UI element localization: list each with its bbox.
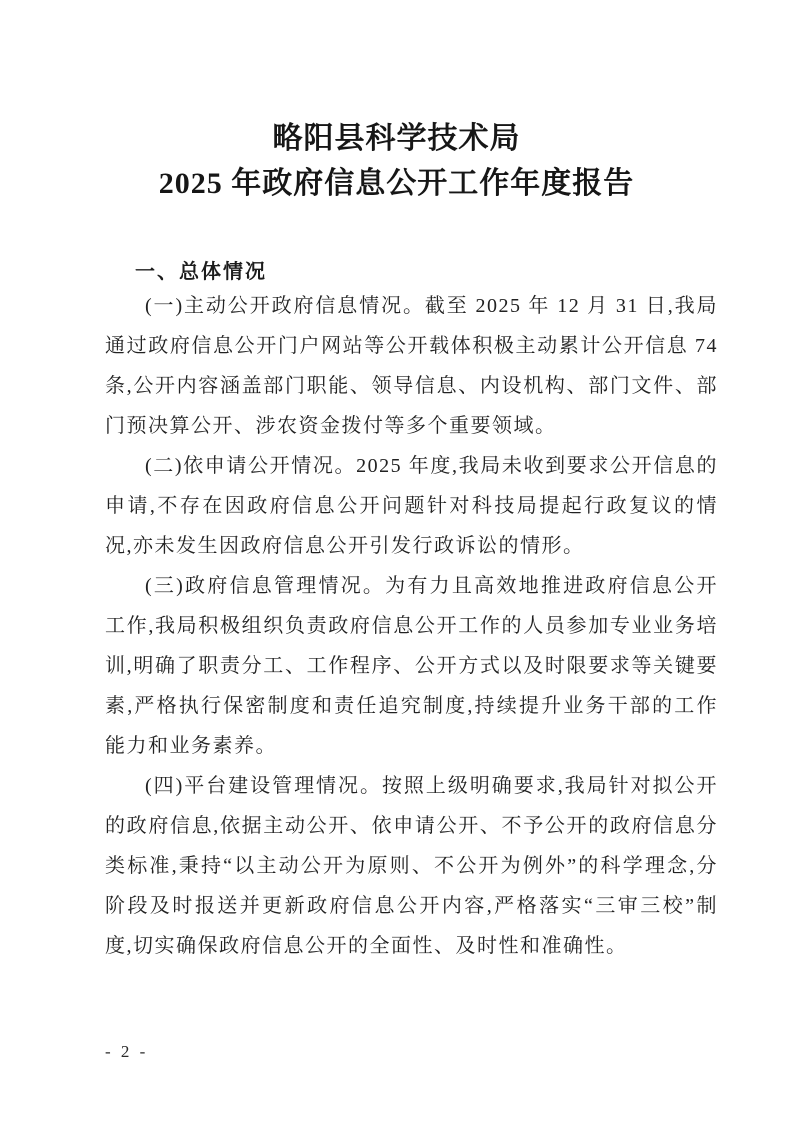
section-heading: 一、总体情况 [135, 261, 267, 283]
document-title [0, 0, 793, 206]
paragraph-information-management: (三)政府信息管理情况。为有力且高效地推进政府信息公开工作,我局积极组织负责政府信息公开工作的人员参加专业业务培训,明确了职责分工、工作程序、公开方式以及时限要求等关键要素,严格执行保密制度和责任追究制度,持续提升业务干部的工作能力和业务素养。 [105, 575, 718, 757]
paragraph-platform-management: (四)平台建设管理情况。按照上级明确要求,我局针对拟公开的政府信息,依据主动公开、依申请公开、不予公开的政府信息分类标准,秉持“以主动公开为原则、不公开为例外”的科学理念,分阶段及时报送并更新政府信息公开内容,严格落实“三审三校”制度,切实确保政府信息公开的全面性、及时性和准确性。 [105, 775, 718, 957]
document-title-line-2: 2025 年政府信息公开工作年度报告 [158, 167, 635, 200]
paragraph-disclosure-upon-request: (二)依申请公开情况。2025 年度,我局未收到要求公开信息的申请,不存在因政府信息公开问题针对科技局提起行政复议的情况,亦未发生因政府信息公开引发行政诉讼的情形。 [105, 455, 718, 557]
document-title-line-1: 略阳县科学技术局 [272, 122, 521, 155]
document-body [0, 258, 793, 966]
paragraph-active-disclosure: (一)主动公开政府信息情况。截至 2025 年 12 月 31 日,我局通过政府信息公开门户网站等公开载体积极主动累计公开信息 74 条,公开内容涵盖部门职能、领导信息、内设机构、部门文件、部门预决算公开、涉农资金拨付等多个重要领域。 [105, 295, 718, 437]
page-number: - 2 - [105, 1042, 149, 1061]
